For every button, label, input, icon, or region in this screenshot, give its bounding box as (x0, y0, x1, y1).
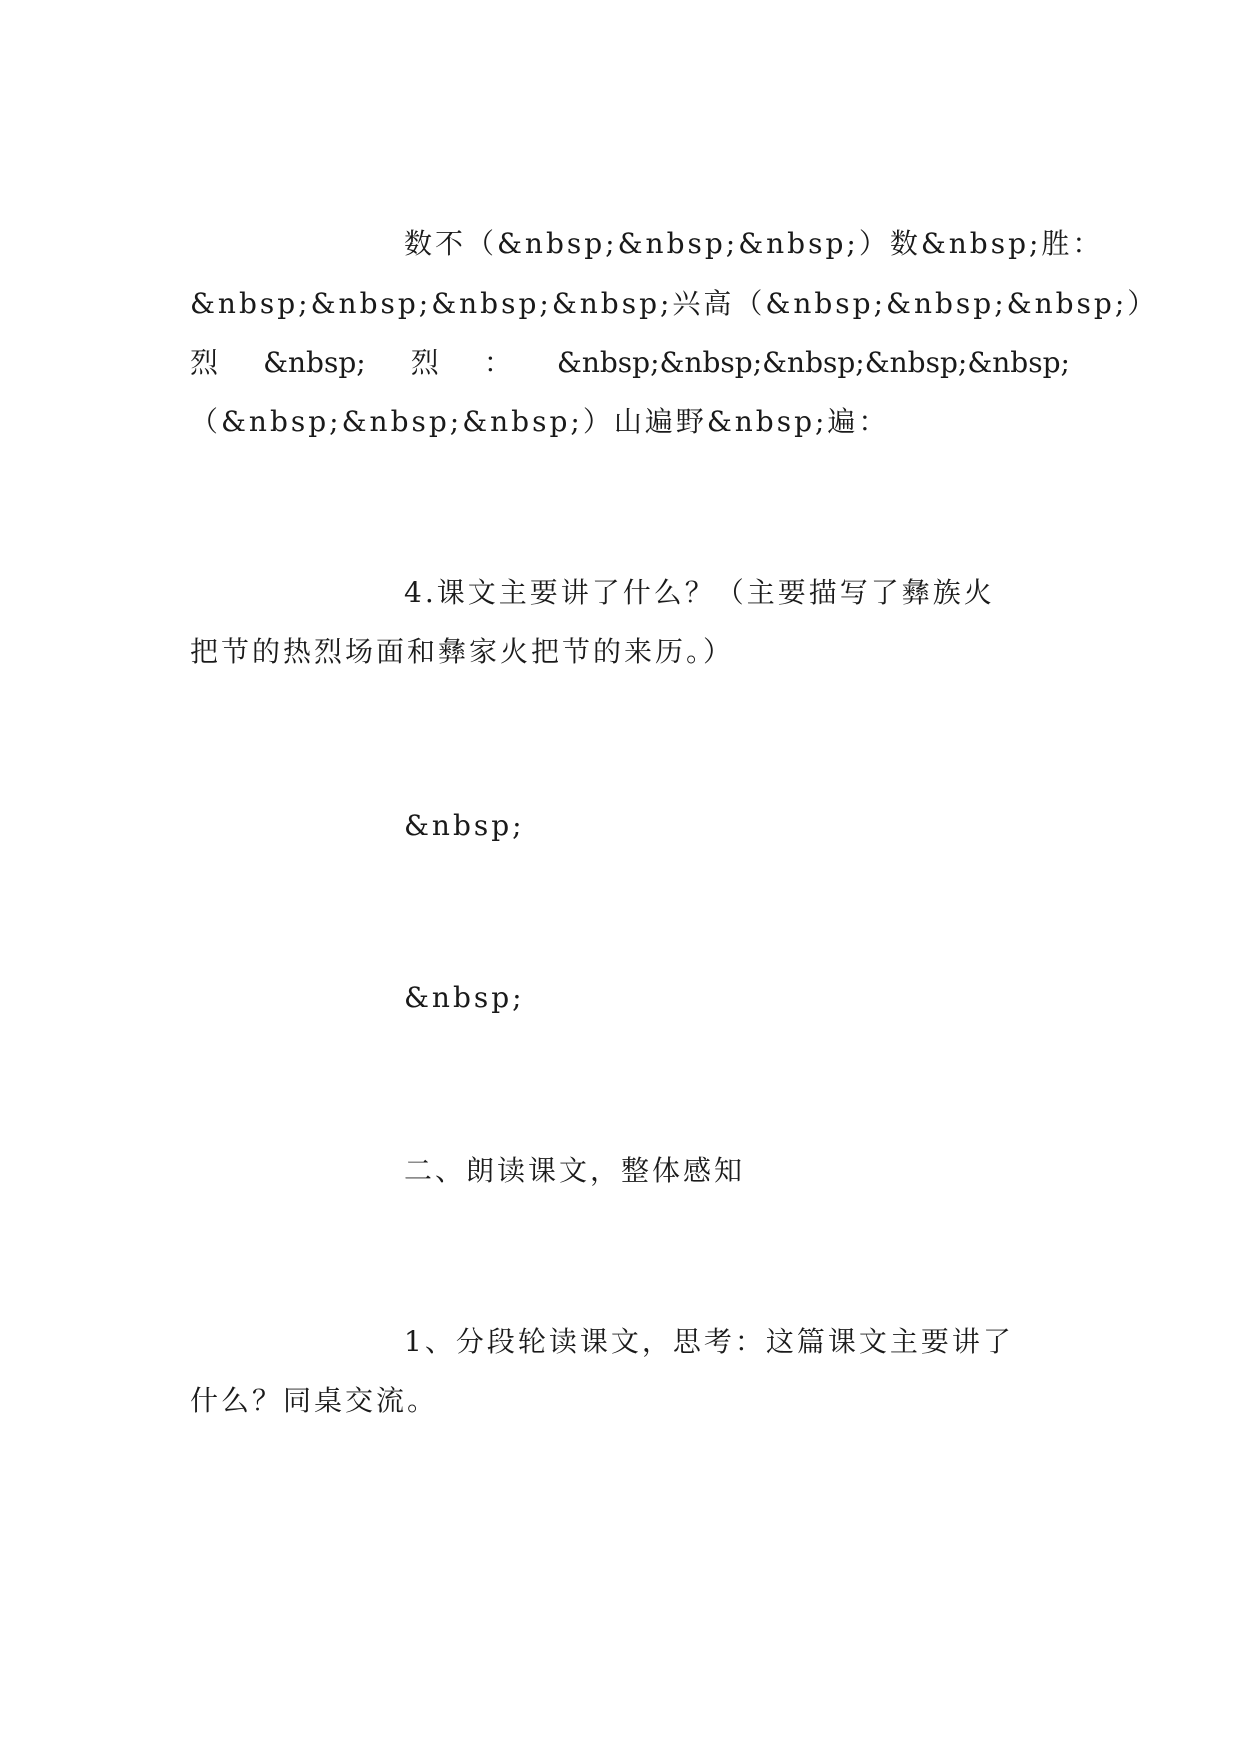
paragraph-6-line-1: 1、分段轮读课文，思考：这篇课文主要讲了 (404, 1325, 1014, 1358)
line-3-part-4: ： (483, 346, 512, 379)
paragraph-1-line-1: 数不（&nbsp;&nbsp;&nbsp;）数&nbsp;胜： (404, 227, 1104, 260)
paragraph-4: &nbsp; (404, 981, 525, 1014)
line-3-part-2: &nbsp; (263, 346, 366, 379)
line-3-part-3: 烈 (410, 346, 439, 379)
line-3-part-1: 烈 (190, 346, 219, 379)
paragraph-1-line-4: （&nbsp;&nbsp;&nbsp;）山遍野&nbsp;遍： (190, 405, 890, 438)
section-heading: 二、朗读课文，整体感知 (404, 1154, 746, 1187)
line-3-part-5: &nbsp;&nbsp;&nbsp;&nbsp;&nbsp; (556, 346, 1070, 379)
paragraph-6-line-2: 什么？同桌交流。 (190, 1384, 439, 1417)
paragraph-1-line-2: &nbsp;&nbsp;&nbsp;&nbsp;兴高（&nbsp;&nbsp;&nbsp;） (190, 287, 1159, 320)
paragraph-2-line-2: 把节的热烈场面和彝家火把节的来历。） (190, 635, 735, 668)
paragraph-2-line-1: 4.课文主要讲了什么？（主要描写了彝族火 (404, 576, 995, 609)
paragraph-1-line-3 (190, 343, 1070, 383)
paragraph-3: &nbsp; (404, 809, 525, 842)
